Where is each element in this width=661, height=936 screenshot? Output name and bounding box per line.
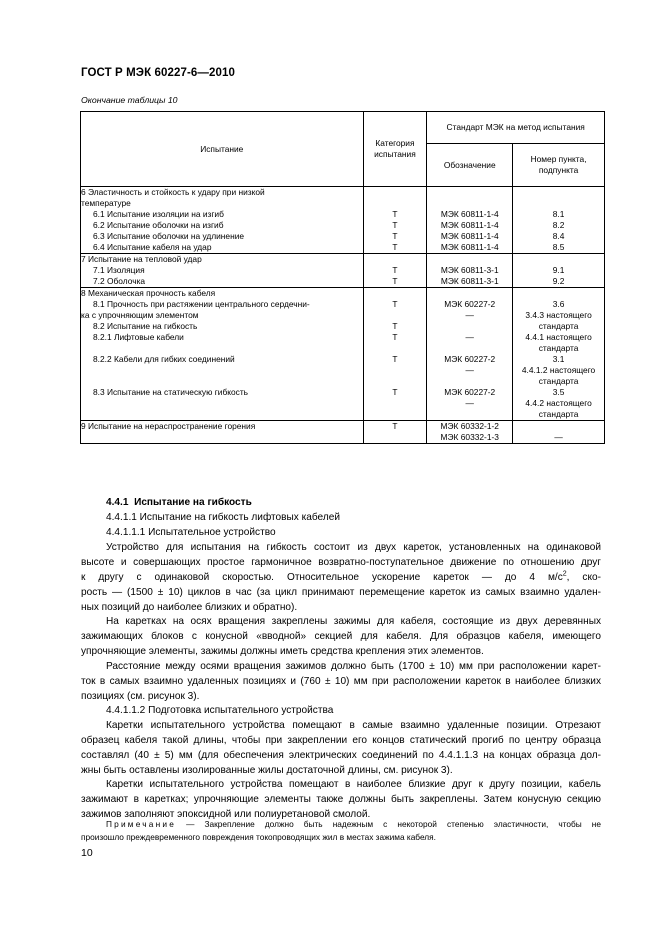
test-name-cell: 7 Испытание на тепловой удар 7.1 Изоляция 7.2 Оболочка bbox=[81, 254, 364, 288]
table-row bbox=[81, 288, 605, 421]
category-cell: Т Т Т Т Т bbox=[363, 288, 427, 421]
category-cell: Т Т Т Т bbox=[363, 187, 427, 254]
section-heading-4-4-1-1-1: 4.4.1.1.1 Испытательное устройство bbox=[106, 526, 276, 538]
clause-cell: — bbox=[513, 421, 605, 444]
header-category: Категория испытания bbox=[363, 112, 427, 187]
table-row bbox=[81, 187, 605, 254]
paragraph-5: Каретки испытательного устройства помещают в наиболее близкие друг к другу позиции, кабель зажимают в каретках; упрочняющие элементы также должны быть закреплены. Затем конусную секцию зажимов заполняют эпоксидной или полиуретановой смолой. bbox=[81, 779, 601, 820]
document-header: ГОСТ Р МЭК 60227-6—2010 bbox=[81, 67, 235, 79]
paragraph-1: Устройство для испытания на гибкость состоит из двух кареток, установленных на одинаковой высоте и совершающих простое гармоничное возвратно-поступательное движение по отношению друг к другу с одинаковой скоростью. Относительное ускорение кареток — до 4 $м/с^2$, ско- рость — (1500 ± 10) циклов в час (за цикл принимают перемещение кареток из самых взаимно удален- ных позиций до наиболее близких и обратно). bbox=[81, 542, 601, 613]
note: Примечание — Закрепление должно быть надежным с некоторой степенью эластичности, чтобы не произошло преждевременного повреждения токопроводящих жил в местах зажима кабеля. bbox=[81, 819, 601, 842]
paragraph-3: Расстояние между осями вращения зажимов должно быть (1700 ± 10) мм при расположении карет- ток в самых взаимно удаленных позициях и (760 ± 10) мм при расположении кареток в наиболее близких позициях (см. рисунок 3). bbox=[81, 661, 601, 702]
test-name-cell: 6 Эластичность и стойкость к удару при низкой температуре 6.1 Испытание изоляции на изгиб 6.2 Испытание оболочки на изгиб 6.3 Испытание оболочки на удлинение 6.4 Испытание кабеля на удар bbox=[81, 187, 364, 254]
header-designation: Обозначение bbox=[427, 144, 513, 187]
test-name-cell: 8 Механическая прочность кабеля 8.1 Прочность при растяжении центрального сердечни- ка с упрочняющим элементом 8.2 Испытание на гибкость 8.2.1 Лифтовые кабели 8.2.2 Кабели для гибких соединений 8.3 Испытание на статическую гибкость bbox=[81, 288, 364, 421]
category-cell: Т bbox=[363, 421, 427, 444]
designation-cell: МЭК 60332-1-2 МЭК 60332-1-3 bbox=[427, 421, 513, 444]
clause-cell: 9.1 9.2 bbox=[513, 254, 605, 288]
paragraph-2: На каретках на осях вращения закреплены зажимы для кабеля, состоящие из двух деревянных зажимающих блоков с конусной «вводной» секцией для кабеля. Для образцов кабеля, имеющего упрочняющие элементы, зажимы должны иметь средства крепления этих элементов. bbox=[81, 616, 601, 657]
category-cell: Т Т bbox=[363, 254, 427, 288]
clause-cell: 8.1 8.2 8.4 8.5 bbox=[513, 187, 605, 254]
note-label: Примечание bbox=[106, 819, 177, 829]
clause-cell: 3.6 3.4.3 настоящего стандарта 4.4.1 настоящего стандарта 3.1 4.4.1.2 настоящего стандарта 3.5 4.4.2 настоящего стандарта bbox=[513, 288, 605, 421]
section-heading-4-4-1: 4.4.1 Испытание на гибкость 4.4.1.1 Испытание на гибкость лифтовых кабелей 4.4.1.1.1 Испытательное устройство bbox=[81, 496, 601, 541]
header-clause: Номер пункта, подпункта bbox=[513, 144, 605, 187]
paragraph-4: Каретки испытательного устройства помещают в самые взаимно удаленные позиции. Отрезают образец кабеля такой длины, чтобы при закреплении его концов статический прогиб по центру образца составлял (40 ± 5) мм (для обеспечения электрических соединений по 4.4.1.1.3 на концах образца дол- жны быть оставлены изолированные жилы достаточной длины, см. рисунок 3). bbox=[81, 720, 601, 776]
designation-cell: МЭК 60811-1-4 МЭК 60811-1-4 МЭК 60811-1-4 МЭК 60811-1-4 bbox=[427, 187, 513, 254]
table-row bbox=[81, 254, 605, 288]
table-caption: Окончание таблицы 10 bbox=[81, 95, 178, 105]
designation-cell: МЭК 60227-2 — — МЭК 60227-2 — МЭК 60227-2 — bbox=[427, 288, 513, 421]
designation-cell: МЭК 60811-3-1 МЭК 60811-3-1 bbox=[427, 254, 513, 288]
test-name-cell: 9 Испытание на нераспространение горения bbox=[81, 421, 364, 444]
page-number: 10 bbox=[81, 847, 93, 859]
section-heading-4-4-1-1: 4.4.1.1 Испытание на гибкость лифтовых кабелей bbox=[106, 511, 340, 523]
header-standard: Стандарт МЭК на метод испытания bbox=[427, 112, 605, 144]
test-table bbox=[80, 111, 605, 444]
table-row bbox=[81, 421, 605, 444]
header-test: Испытание bbox=[81, 112, 364, 187]
section-heading-4-4-1-1-2: 4.4.1.1.2 Подготовка испытательного устройства bbox=[106, 705, 334, 716]
